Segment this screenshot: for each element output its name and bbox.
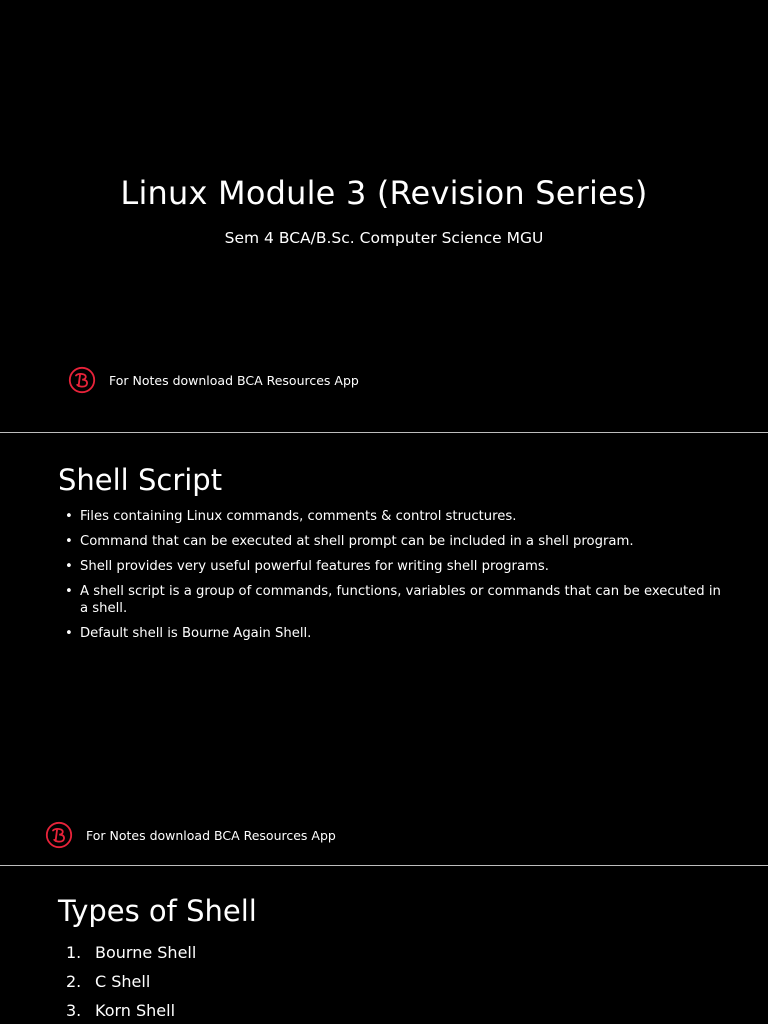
slide-title: Linux Module 3 (Revision Series)	[120, 174, 648, 212]
bullet-item: • Command that can be executed at shell prompt can be included in a shell program.	[65, 534, 634, 549]
slide-footer	[45, 821, 336, 849]
numbered-list	[66, 938, 196, 1024]
bullet-icon: •	[65, 534, 73, 549]
bullet-icon: •	[65, 626, 73, 641]
bca-logo-icon	[45, 821, 73, 849]
title-slide	[0, 0, 768, 432]
bullet-item: • A shell script is a group of commands, functions, variables or commands that can be executed in a shell.	[65, 584, 721, 616]
list-item: 3. Korn Shell	[66, 1001, 176, 1020]
list-item: 2. C Shell	[66, 972, 151, 991]
bullet-item: • Files containing Linux commands, comments & control structures.	[65, 509, 517, 524]
bullet-item: • Shell provides very useful powerful features for writing shell programs.	[65, 559, 549, 574]
footer-text: For Notes download BCA Resources App	[109, 372, 359, 388]
bullet-list	[65, 508, 725, 650]
bca-logo-icon	[68, 366, 96, 394]
footer-text: For Notes download BCA Resources App	[86, 827, 336, 843]
bullet-item: • Default shell is Bourne Again Shell.	[65, 626, 312, 641]
list-item: 1. Bourne Shell	[66, 943, 197, 962]
slide-heading: Types of Shell	[58, 894, 257, 928]
shell-script-slide	[0, 433, 768, 865]
slide-footer	[68, 366, 359, 394]
types-of-shell-slide	[0, 866, 768, 1024]
bullet-icon: •	[65, 559, 73, 574]
bullet-icon: •	[65, 509, 73, 524]
slide-heading: Shell Script	[58, 463, 223, 497]
slide-subtitle: Sem 4 BCA/B.Sc. Computer Science MGU	[224, 229, 544, 247]
bullet-icon: •	[65, 584, 73, 599]
